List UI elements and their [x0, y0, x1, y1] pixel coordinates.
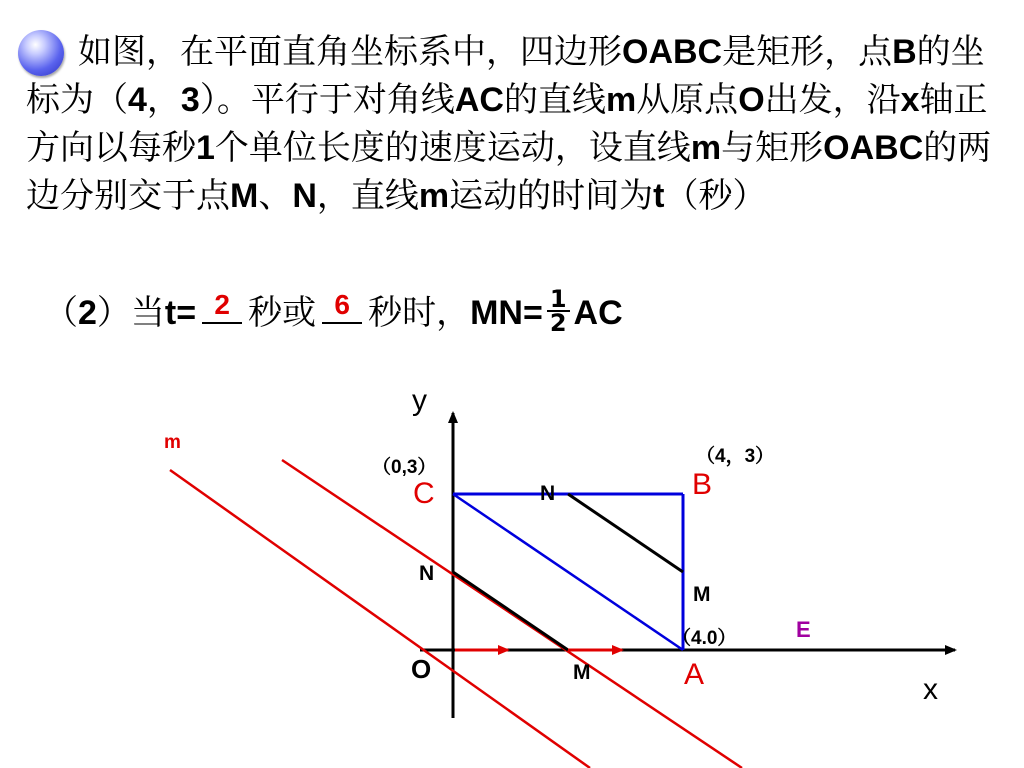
answer-blank-1: 2 — [202, 286, 242, 324]
coord-c-label: （0,3） — [372, 457, 437, 478]
point-e-label: E — [796, 617, 811, 642]
point-m-right-label: M — [693, 583, 711, 606]
point-c-label: C — [413, 477, 435, 510]
diagonal-ac — [453, 494, 683, 650]
point-a-label: A — [684, 658, 705, 691]
answer-blank-2: 6 — [322, 286, 362, 324]
line-m-second — [282, 460, 742, 768]
point-m-bottom-label: M — [573, 661, 591, 684]
y-axis-label: y — [412, 384, 427, 417]
coord-b-label: （4，3） — [696, 446, 775, 467]
fraction-one-half: $\frac{1}{2}$ — [547, 288, 570, 334]
question-2: （2）当t= 2 秒或 6 秒时，MN= $\frac{1}{2}$ AC — [44, 284, 623, 337]
problem-text: 如图，在平面直角坐标系中，四边形OABC是矩形，点B的坐标为（4，3）。平行于对角线AC的直线m从原点O出发，沿x轴正方向以每秒1个单位长度的速度运动，设直线m与矩形OABC的两边分别交于点M、N，直线m运动的时间为t（秒） — [26, 32, 992, 216]
point-n-top-label: N — [540, 482, 556, 505]
segment-mn-top — [568, 494, 683, 572]
origin-label: O — [411, 654, 432, 684]
point-b-label: B — [692, 468, 713, 501]
coord-a-label: （4.0） — [672, 628, 737, 649]
point-n-left-label: N — [419, 562, 435, 585]
line-m-label: m — [164, 432, 181, 453]
segment-mn-bottom — [453, 572, 568, 650]
x-axis-label: x — [923, 673, 938, 706]
line-m-first — [170, 470, 590, 768]
